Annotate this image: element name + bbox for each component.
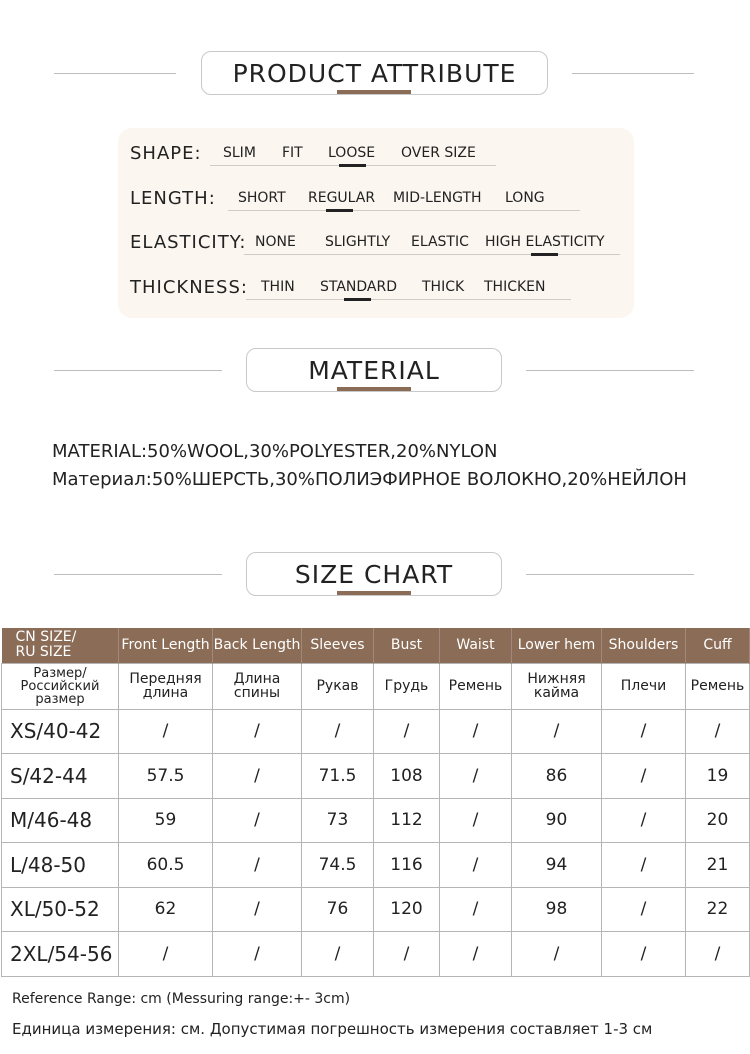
value-cell: 62	[119, 887, 213, 932]
table-ru-header-row	[2, 663, 750, 709]
value-cell: 98	[512, 887, 602, 932]
attr-selected-marker	[531, 253, 558, 256]
attr-option: OVER SIZE	[401, 145, 476, 161]
value-cell: 74.5	[302, 843, 374, 888]
footer-note-ru: Единица измерения: см. Допустимая погрешность измерения составляет 1-3 см	[12, 1020, 653, 1038]
material-ru-label: Материал:	[52, 469, 152, 490]
heading-pill	[246, 552, 502, 596]
size-cell: M/46-48	[2, 798, 119, 843]
header-cell: Back Length	[213, 628, 302, 663]
value-cell: /	[213, 754, 302, 799]
material-en-value: 50%WOOL,30%POLYESTER,20%NYLON	[147, 441, 498, 462]
value-cell: 90	[512, 798, 602, 843]
value-cell: /	[440, 843, 512, 888]
value-cell: 19	[686, 754, 750, 799]
value-cell: /	[602, 798, 686, 843]
size-cell: 2XL/54-56	[2, 932, 119, 977]
ru-header-cell: Рукав	[302, 663, 374, 709]
value-cell: /	[602, 754, 686, 799]
material-ru-value: 50%ШЕРСТЬ,30%ПОЛИЭФИРНОЕ ВОЛОКНО,20%НЕЙЛОН	[151, 469, 687, 490]
table-row	[2, 843, 750, 888]
material-en-label: MATERIAL:	[52, 441, 148, 462]
attr-label: ELASTICITY:	[130, 232, 247, 253]
header-cell: Front Length	[119, 628, 213, 663]
value-cell: 112	[374, 798, 440, 843]
heading-rule-right	[572, 73, 694, 74]
ru-header-cell: Длина спины	[213, 663, 302, 709]
size-cell: S/42-44	[2, 754, 119, 799]
value-cell: /	[440, 887, 512, 932]
size-chart-table	[1, 628, 750, 977]
header-cell: Waist	[440, 628, 512, 663]
heading-pill	[246, 348, 502, 392]
heading-rule-left	[54, 574, 222, 575]
value-cell: 22	[686, 887, 750, 932]
attr-label: SHAPE:	[130, 143, 202, 164]
attr-selected-marker	[339, 164, 366, 167]
heading-rule-right	[526, 370, 694, 371]
header-cell: Lower hem	[512, 628, 602, 663]
attr-option-selected: REGULAR	[308, 190, 376, 206]
attr-option: FIT	[282, 145, 303, 161]
value-cell: /	[213, 843, 302, 888]
value-cell: /	[440, 932, 512, 977]
value-cell: /	[302, 709, 374, 754]
product-attribute-heading	[0, 51, 750, 101]
value-cell: /	[602, 709, 686, 754]
value-cell: 71.5	[302, 754, 374, 799]
material-ru	[52, 469, 687, 490]
attr-option: THICK	[422, 279, 465, 295]
attr-option: THIN	[261, 279, 295, 295]
ru-header-cell: Передняя длина	[119, 663, 213, 709]
value-cell: /	[686, 932, 750, 977]
value-cell: /	[440, 798, 512, 843]
header-cell: Sleeves	[302, 628, 374, 663]
value-cell: /	[213, 887, 302, 932]
value-cell: /	[119, 932, 213, 977]
attr-option-selected: LOOSE	[328, 145, 376, 161]
attr-option-selected: STANDARD	[320, 279, 398, 295]
attr-option: LONG	[505, 190, 545, 206]
value-cell: 20	[686, 798, 750, 843]
value-cell: /	[119, 709, 213, 754]
attr-option-selected: HIGH ELASTICITY	[485, 234, 605, 250]
heading-rule-left	[54, 73, 176, 74]
heading-text: MATERIAL	[308, 355, 440, 385]
value-cell: /	[213, 709, 302, 754]
value-cell: 116	[374, 843, 440, 888]
value-cell: /	[440, 709, 512, 754]
value-cell: 21	[686, 843, 750, 888]
attr-option: SLIGHTLY	[325, 234, 391, 250]
table-header-row	[2, 628, 750, 663]
ru-header-cell: Грудь	[374, 663, 440, 709]
footer-note-en: Reference Range: cm (Messuring range:+- 3cm)	[12, 991, 351, 1007]
attribute-panel	[118, 128, 634, 318]
table-row	[2, 754, 750, 799]
heading-accent-bar	[337, 591, 411, 595]
header-cell: Cuff	[686, 628, 750, 663]
attr-selected-marker	[344, 298, 371, 301]
attr-label: LENGTH:	[130, 188, 216, 209]
ru-header-cell: Плечи	[602, 663, 686, 709]
material-en	[52, 441, 497, 462]
value-cell: /	[213, 798, 302, 843]
value-cell: /	[302, 932, 374, 977]
value-cell: 120	[374, 887, 440, 932]
attr-underline	[244, 254, 620, 255]
attr-option: SHORT	[238, 190, 286, 206]
attr-row-length	[118, 184, 634, 214]
header-cell-size: CN SIZE/ RU SIZE	[2, 628, 119, 663]
value-cell: /	[602, 887, 686, 932]
value-cell: 94	[512, 843, 602, 888]
attr-underline	[228, 210, 580, 211]
heading-text: SIZE CHART	[294, 559, 454, 589]
attr-row-shape	[118, 139, 634, 169]
table-row	[2, 709, 750, 754]
ru-header-cell: Ремень	[686, 663, 750, 709]
ru-header-cell: Нижняя кайма	[512, 663, 602, 709]
heading-text: PRODUCT ATTRIBUTE	[232, 58, 517, 88]
attr-option: SLIM	[223, 145, 256, 161]
ru-header-cell-size: Размер/ Российский размер	[2, 663, 119, 709]
table-row	[2, 932, 750, 977]
material-heading	[0, 348, 750, 398]
header-cell: Shoulders	[602, 628, 686, 663]
value-cell: /	[602, 843, 686, 888]
value-cell: /	[213, 932, 302, 977]
attr-option: THICKEN	[484, 279, 546, 295]
size-cell: XL/50-52	[2, 887, 119, 932]
attr-option: NONE	[255, 234, 296, 250]
attr-selected-marker	[326, 209, 353, 212]
attr-row-thickness	[118, 273, 634, 303]
value-cell: /	[512, 709, 602, 754]
attr-underline	[246, 299, 571, 300]
ru-header-cell: Ремень	[440, 663, 512, 709]
value-cell: /	[374, 932, 440, 977]
heading-accent-bar	[337, 387, 411, 391]
table-row	[2, 887, 750, 932]
value-cell: 108	[374, 754, 440, 799]
size-chart-heading	[0, 552, 750, 602]
value-cell: 76	[302, 887, 374, 932]
value-cell: 57.5	[119, 754, 213, 799]
attr-row-elasticity	[118, 228, 634, 258]
value-cell: /	[374, 709, 440, 754]
value-cell: 86	[512, 754, 602, 799]
value-cell: /	[440, 754, 512, 799]
attr-label: THICKNESS:	[130, 277, 248, 298]
heading-pill	[201, 51, 548, 95]
heading-rule-left	[54, 370, 222, 371]
value-cell: /	[602, 932, 686, 977]
attr-option: ELASTIC	[411, 234, 469, 250]
value-cell: 59	[119, 798, 213, 843]
heading-accent-bar	[337, 90, 411, 94]
value-cell: 73	[302, 798, 374, 843]
size-cell: XS/40-42	[2, 709, 119, 754]
attr-option: MID-LENGTH	[393, 190, 482, 206]
header-cell: Bust	[374, 628, 440, 663]
value-cell: 60.5	[119, 843, 213, 888]
table-row	[2, 798, 750, 843]
value-cell: /	[686, 709, 750, 754]
heading-rule-right	[526, 574, 694, 575]
value-cell: /	[512, 932, 602, 977]
size-cell: L/48-50	[2, 843, 119, 888]
